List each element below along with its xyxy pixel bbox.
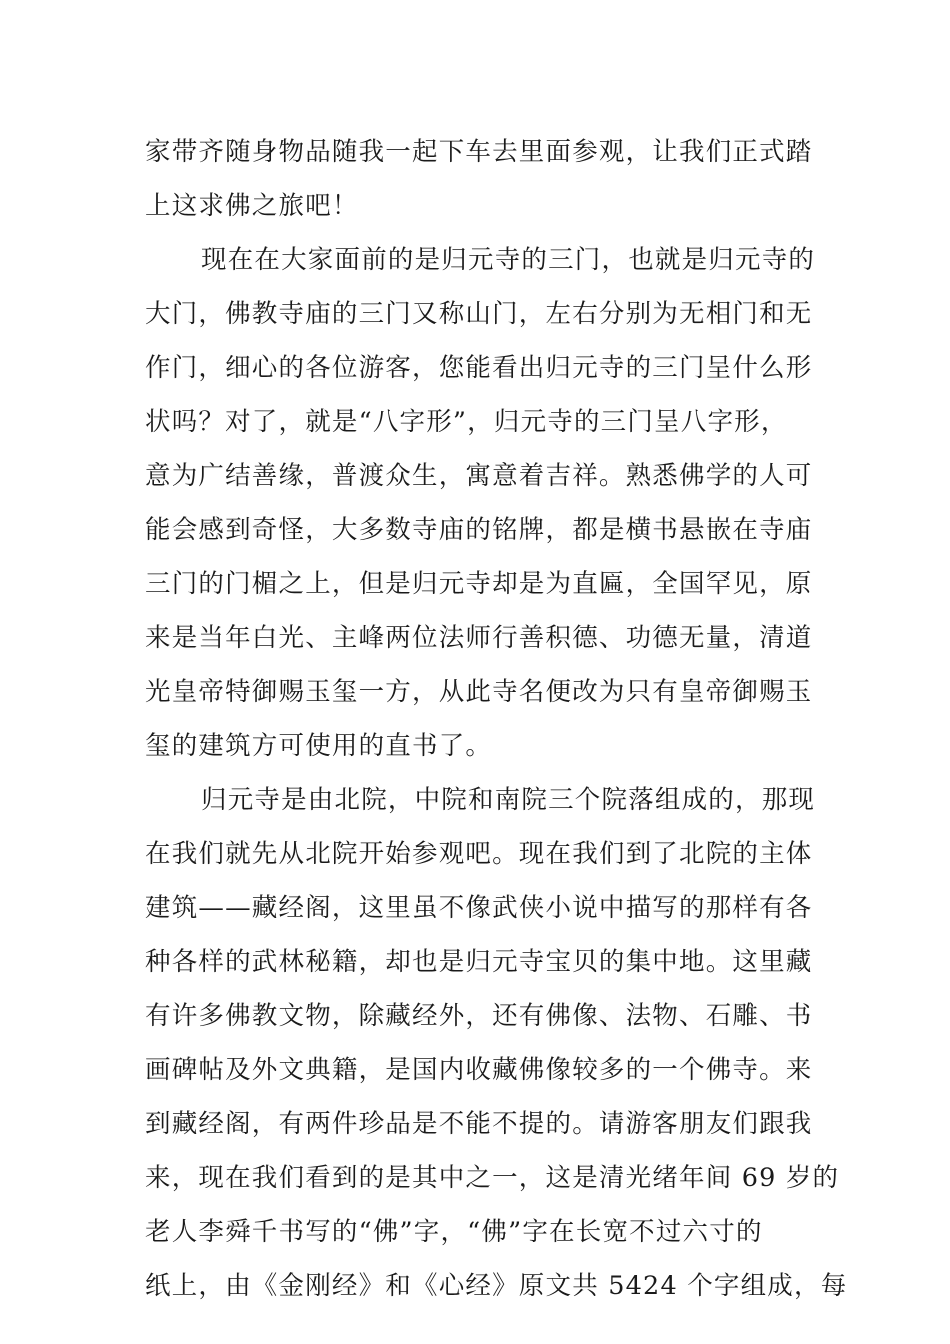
text-line: 三门的门楣之上，但是归元寺却是为直匾，全国罕见，原: [145, 569, 813, 599]
text-line: 能会感到奇怪，大多数寺庙的铭牌，都是横书悬嵌在寺庙: [145, 515, 813, 545]
text-line: 有许多佛教文物，除藏经外，还有佛像、法物、石雕、书: [145, 1001, 813, 1031]
text-line: 纸上，由《金刚经》和《心经》原文共 5424 个字组成，每: [145, 1271, 848, 1301]
text-line: 到藏经阁，有两件珍品是不能不提的。请游客朋友们跟我: [145, 1109, 813, 1139]
text-line: 在我们就先从北院开始参观吧。现在我们到了北院的主体: [145, 839, 813, 869]
text-line: 作门，细心的各位游客，您能看出归元寺的三门呈什么形: [145, 353, 813, 383]
paragraph-first-line: 归元寺是由北院，中院和南院三个院落组成的，那现: [201, 785, 816, 815]
text-line: 画碑帖及外文典籍，是国内收藏佛像较多的一个佛寺。来: [145, 1055, 813, 1085]
text-line: 大门，佛教寺庙的三门又称山门，左右分别为无相门和无: [145, 299, 813, 329]
paragraph-first-line: 现在在大家面前的是归元寺的三门，也就是归元寺的: [201, 245, 816, 275]
text-line: 家带齐随身物品随我一起下车去里面参观，让我们正式踏: [145, 137, 813, 167]
text-line: 状吗？对了，就是“八字形”，归元寺的三门呈八字形，: [145, 407, 788, 437]
text-line: 老人李舜千书写的“佛”字，“佛”字在长宽不过六寸的: [145, 1217, 763, 1247]
body-text: [145, 125, 848, 1313]
text-line: 玺的建筑方可使用的直书了。: [145, 731, 493, 761]
text-line: 上这求佛之旅吧！: [145, 191, 359, 221]
text-line: 来是当年白光、主峰两位法师行善积德、功德无量，清道: [145, 623, 813, 653]
text-line: 光皇帝特御赐玉玺一方，从此寺名便改为只有皇帝御赐玉: [145, 677, 813, 707]
text-line: 意为广结善缘，普渡众生，寓意着吉祥。熟悉佛学的人可: [145, 461, 813, 491]
text-line: 来，现在我们看到的是其中之一，这是清光绪年间 69 岁的: [145, 1163, 840, 1193]
text-line: 种各样的武林秘籍，却也是归元寺宝贝的集中地。这里藏: [145, 947, 813, 977]
text-line: 建筑——藏经阁，这里虽不像武侠小说中描写的那样有各: [145, 893, 813, 923]
